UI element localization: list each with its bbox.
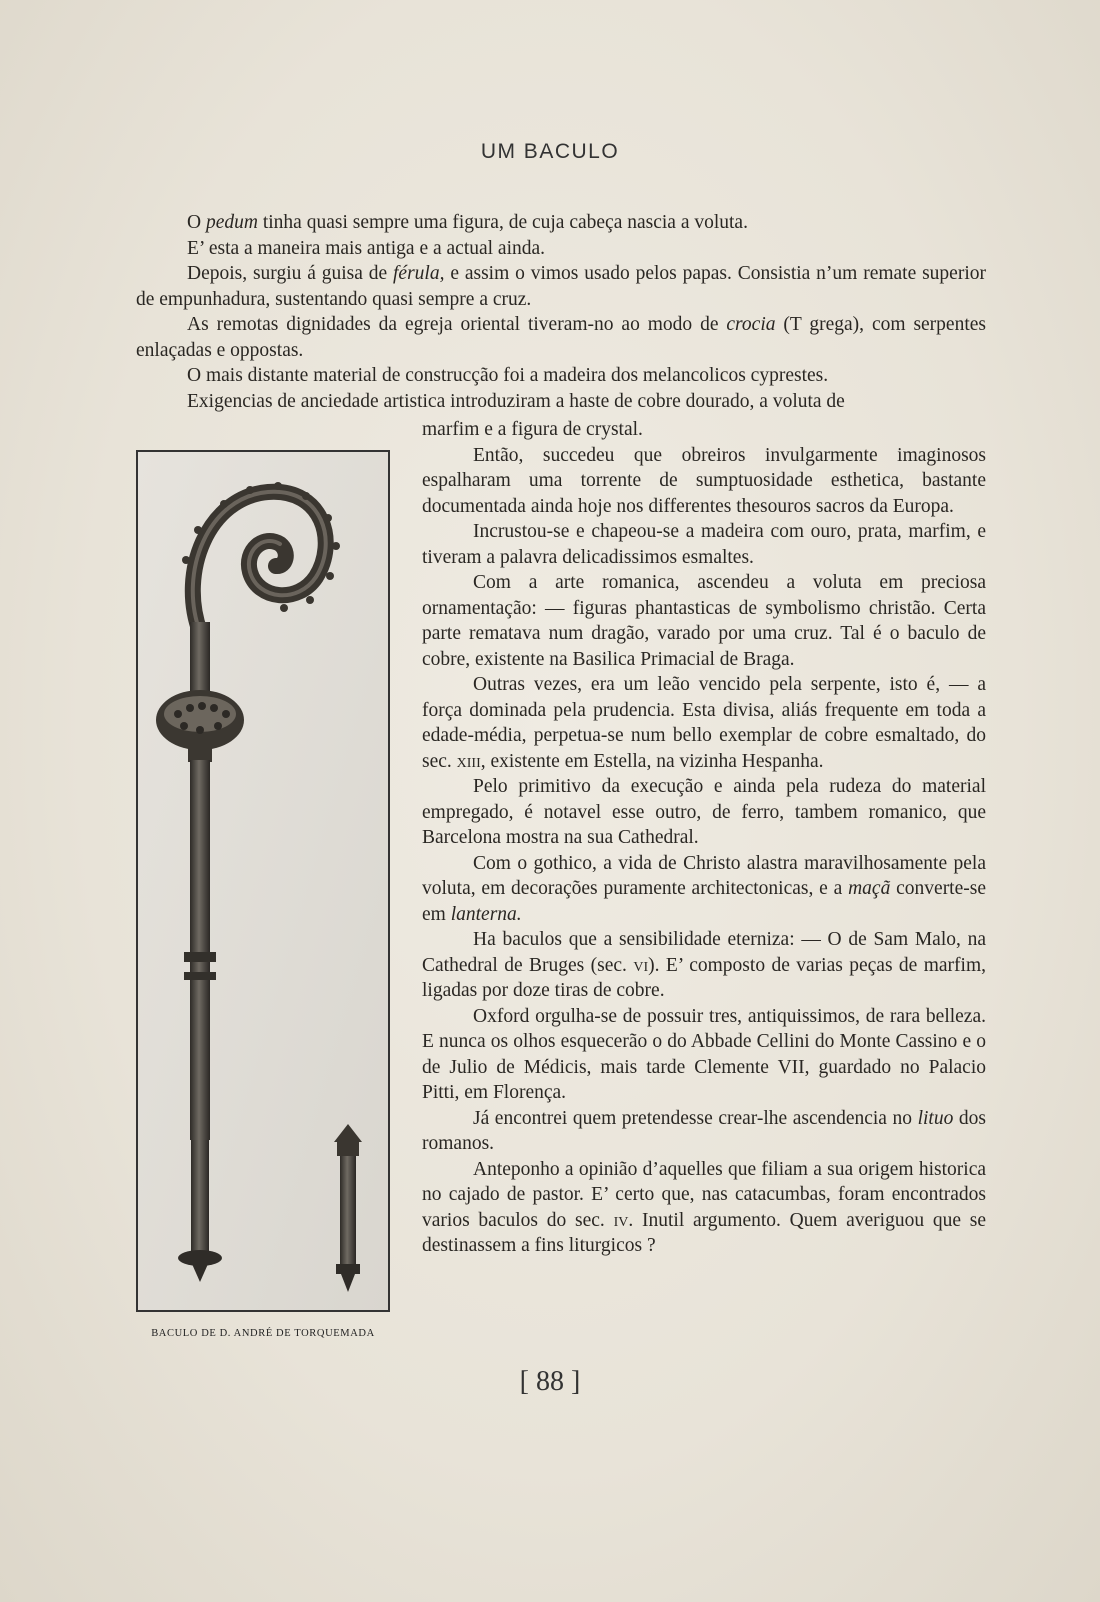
paragraph <box>136 389 986 415</box>
paragraph <box>422 774 986 851</box>
text-run: Incrustou-se e chapeou-se a madeira com ouro, prata, marfim, e tiveram a palavra delicadissimos esmaltes. <box>422 521 986 568</box>
crozier-photo <box>138 452 388 1310</box>
paragraph <box>422 417 986 443</box>
paragraph <box>422 443 986 520</box>
text-run: Anteponho a opinião d’aquelles que filiam a sua origem historica no cajado de pastor. E’ certo que, nas catacumbas, foram encontrados varios baculos do sec. <box>422 1158 986 1231</box>
text-run: xiii <box>456 750 481 772</box>
crozier-figure <box>136 450 390 1312</box>
paragraph <box>422 927 986 1004</box>
page-number: [ 88 ] <box>519 1366 581 1397</box>
paragraph <box>136 312 986 363</box>
paragraph <box>136 210 986 236</box>
text-run: lanterna. <box>450 903 522 925</box>
text-run: e assim o vimos usado pelos papas. Consistia n’um remate superior de empunhadura, sustentando quasi sempre a cruz. <box>136 263 986 310</box>
text-run: pedum <box>205 212 258 233</box>
column-text <box>422 417 986 1259</box>
text-run: Então, succedeu que obreiros invulgarmente imaginosos espalharam uma torrente de sumptuosidade esthetica, bastante documentada ainda hoje nos differentes thesouros sacros da Europa. <box>422 444 986 517</box>
full-width-text <box>136 210 986 414</box>
text-run: Com a arte romanica, ascendeu a voluta em preciosa ornamentação: — figuras phantasticas de symbolismo christão. Certa parte rematava num dragão, varado por uma cruz. Tal é o baculo de cobre, existente na Basilica Primacial de Braga. <box>422 572 986 670</box>
text-run: férula, <box>393 263 445 284</box>
text-run: Ha baculos que a sensibilidade eterniza: — O de Sam Malo, na Cathedral de Bruges (sec. <box>422 929 986 976</box>
text-run: maçã <box>848 878 891 899</box>
text-run: converte-se em <box>422 878 986 925</box>
text-run: Depois, surgiu á guisa de <box>187 263 394 284</box>
text-run: iv <box>613 1209 629 1231</box>
text-run: Com o gothico, a vida de Christo alastra maravilhosamente pela voluta, em decorações puramente architectonicas, e a <box>422 852 986 899</box>
text-run: tinha quasi sempre uma figura, de cuja cabeça nascia a voluta. <box>257 212 748 233</box>
paragraph <box>136 261 986 312</box>
text-run: , existente em Estella, na vizinha Hespanha. <box>480 750 824 772</box>
paragraph <box>422 519 986 570</box>
text-run: O <box>187 212 206 233</box>
running-head: UM BACULO <box>480 140 620 163</box>
paragraph <box>136 363 986 389</box>
text-run: Exigencias de anciedade artistica introduziram a haste de cobre dourado, a voluta de <box>187 390 845 412</box>
text-run: marfim e a figura de crystal. <box>422 419 643 440</box>
text-run: Oxford orgulha-se de possuir tres, antiquissimos, de rara belleza. E nunca os olhos esquecerão o do Abbade Cellini do Monte Cassino e o de Julio de Médicis, mais tarde Clemente VII, guardado no Palacio Pitti, em Florença. <box>422 1005 986 1103</box>
text-run: E’ esta a maneira mais antiga e a actual ainda. <box>187 237 546 259</box>
text-run: (T grega), com serpentes enlaçadas e oppostas. <box>136 314 986 361</box>
paragraph <box>422 570 986 672</box>
text-run: ). E’ composto de varias peças de marfim, ligadas por doze tiras de cobre. <box>422 954 987 1001</box>
text-run: crocia <box>726 314 776 335</box>
text-run: O mais distante material de construcção foi a madeira dos melancolicos cyprestes. <box>187 365 829 386</box>
paragraph <box>422 851 986 928</box>
paragraph <box>422 672 986 774</box>
text-run: lituo <box>917 1107 954 1129</box>
paragraph <box>422 1157 986 1259</box>
text-run: Já encontrei quem pretendesse crear-lhe ascendencia no <box>473 1107 918 1129</box>
paragraph <box>422 1106 986 1157</box>
text-run: . Inutil argumento. Quem averiguou que se destinassem a fins liturgicos ? <box>422 1209 986 1256</box>
text-run: Pelo primitivo da execução e ainda pela rudeza do material empregado, é notavel esse outro, de ferro, tambem romanico, que Barcelona mostra na sua Cathedral. <box>422 776 986 848</box>
figure-caption: BACULO DE D. ANDRÉ DE TORQUEMADA <box>151 1328 375 1339</box>
text-run: dos romanos. <box>422 1107 986 1154</box>
text-run: vi <box>633 954 649 976</box>
paragraph <box>422 1004 986 1106</box>
text-run: As remotas dignidades da egreja oriental tiveram-no ao modo de <box>187 314 727 335</box>
text-run: Outras vezes, era um leão vencido pela serpente, isto é, — a força dominada pela prudencia. Esta divisa, aliás frequente em toda a edade-média, perpetua-se num bello exemplar de cobre esmaltado, do sec. <box>422 674 986 772</box>
paragraph <box>136 236 986 262</box>
